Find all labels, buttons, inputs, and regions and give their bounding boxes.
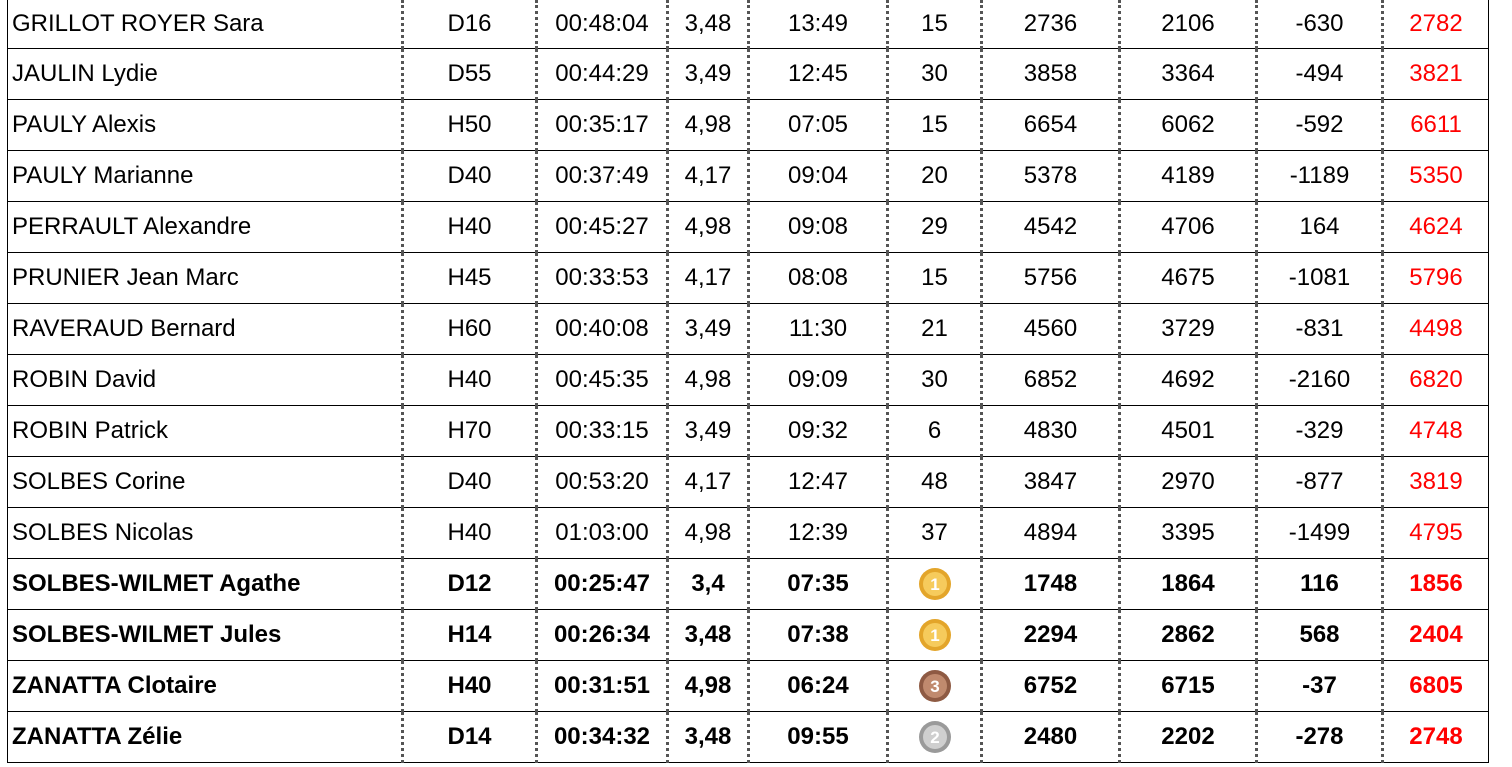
time-cell: 00:33:53 (537, 253, 668, 304)
category-cell: D55 (403, 49, 537, 100)
place-cell: 29 (888, 202, 982, 253)
points-race-cell: 2202 (1120, 712, 1257, 763)
pace-cell: 09:32 (749, 406, 888, 457)
points-race-cell: 2106 (1120, 0, 1257, 49)
points-race-cell: 6715 (1120, 661, 1257, 712)
new-score-cell: 5796 (1383, 253, 1489, 304)
time-cell: 00:26:34 (537, 610, 668, 661)
time-cell: 00:45:27 (537, 202, 668, 253)
time-cell: 00:33:15 (537, 406, 668, 457)
distance-cell: 4,98 (668, 202, 749, 253)
table-row (8, 304, 1489, 355)
points-diff-cell: -329 (1257, 406, 1383, 457)
category-cell: H40 (403, 508, 537, 559)
distance-cell: 3,48 (668, 610, 749, 661)
points-diff-cell: -278 (1257, 712, 1383, 763)
runner-name-cell: SOLBES-WILMET Jules (8, 610, 403, 661)
category-cell: D14 (403, 712, 537, 763)
category-cell: H60 (403, 304, 537, 355)
runner-name-cell: SOLBES Corine (8, 457, 403, 508)
points-race-cell: 3364 (1120, 49, 1257, 100)
points-diff-cell: -592 (1257, 100, 1383, 151)
runner-name-cell: RAVERAUD Bernard (8, 304, 403, 355)
new-score-cell: 4624 (1383, 202, 1489, 253)
new-score-cell: 6820 (1383, 355, 1489, 406)
points-race-cell: 4692 (1120, 355, 1257, 406)
time-cell: 00:45:35 (537, 355, 668, 406)
results-table (7, 0, 1489, 763)
points-before-cell: 3858 (982, 49, 1120, 100)
place-cell (888, 610, 982, 661)
runner-name-cell: PERRAULT Alexandre (8, 202, 403, 253)
place-cell (888, 661, 982, 712)
bronze-medal-icon (918, 669, 952, 703)
category-cell: H50 (403, 100, 537, 151)
time-cell: 00:53:20 (537, 457, 668, 508)
runner-name-cell: PRUNIER Jean Marc (8, 253, 403, 304)
points-before-cell: 2294 (982, 610, 1120, 661)
table-row (8, 253, 1489, 304)
points-diff-cell: 164 (1257, 202, 1383, 253)
new-score-cell: 4795 (1383, 508, 1489, 559)
distance-cell: 3,49 (668, 49, 749, 100)
pace-cell: 11:30 (749, 304, 888, 355)
runner-name-cell: ZANATTA Zélie (8, 712, 403, 763)
new-score-cell: 4498 (1383, 304, 1489, 355)
place-cell: 15 (888, 100, 982, 151)
points-diff-cell: -2160 (1257, 355, 1383, 406)
place-cell: 21 (888, 304, 982, 355)
category-cell: H45 (403, 253, 537, 304)
points-before-cell: 4830 (982, 406, 1120, 457)
svg-text:1: 1 (929, 575, 940, 594)
place-cell: 30 (888, 355, 982, 406)
place-cell: 48 (888, 457, 982, 508)
new-score-cell: 3821 (1383, 49, 1489, 100)
category-cell: D40 (403, 151, 537, 202)
new-score-cell: 5350 (1383, 151, 1489, 202)
pace-cell: 12:45 (749, 49, 888, 100)
category-cell: D40 (403, 457, 537, 508)
new-score-cell: 2748 (1383, 712, 1489, 763)
table-row (8, 508, 1489, 559)
points-before-cell: 2480 (982, 712, 1120, 763)
points-diff-cell: -831 (1257, 304, 1383, 355)
points-race-cell: 2862 (1120, 610, 1257, 661)
table-row (8, 100, 1489, 151)
table-row (8, 457, 1489, 508)
runner-name-cell: ZANATTA Clotaire (8, 661, 403, 712)
gold-medal-icon (918, 618, 952, 652)
time-cell: 00:31:51 (537, 661, 668, 712)
pace-cell: 09:09 (749, 355, 888, 406)
table-row (8, 406, 1489, 457)
place-cell: 15 (888, 0, 982, 49)
results-table-body (8, 0, 1489, 763)
points-race-cell: 3729 (1120, 304, 1257, 355)
table-row (8, 49, 1489, 100)
points-diff-cell: -1189 (1257, 151, 1383, 202)
pace-cell: 12:39 (749, 508, 888, 559)
table-row (8, 559, 1489, 610)
category-cell: D12 (403, 559, 537, 610)
points-diff-cell: -630 (1257, 0, 1383, 49)
new-score-cell: 6611 (1383, 100, 1489, 151)
pace-cell: 07:38 (749, 610, 888, 661)
points-diff-cell: 568 (1257, 610, 1383, 661)
runner-name-cell: ROBIN Patrick (8, 406, 403, 457)
category-cell: H70 (403, 406, 537, 457)
runner-name-cell: SOLBES-WILMET Agathe (8, 559, 403, 610)
runner-name-cell: SOLBES Nicolas (8, 508, 403, 559)
points-race-cell: 4675 (1120, 253, 1257, 304)
distance-cell: 3,49 (668, 304, 749, 355)
time-cell: 00:37:49 (537, 151, 668, 202)
table-row (8, 661, 1489, 712)
distance-cell: 3,48 (668, 0, 749, 49)
category-cell: H14 (403, 610, 537, 661)
svg-text:1: 1 (929, 626, 940, 645)
runner-name-cell: PAULY Marianne (8, 151, 403, 202)
table-row (8, 712, 1489, 763)
points-before-cell: 4894 (982, 508, 1120, 559)
place-cell: 6 (888, 406, 982, 457)
time-cell: 01:03:00 (537, 508, 668, 559)
distance-cell: 3,4 (668, 559, 749, 610)
points-before-cell: 4560 (982, 304, 1120, 355)
table-row (8, 355, 1489, 406)
distance-cell: 4,17 (668, 151, 749, 202)
time-cell: 00:48:04 (537, 0, 668, 49)
distance-cell: 3,48 (668, 712, 749, 763)
new-score-cell: 3819 (1383, 457, 1489, 508)
pace-cell: 09:55 (749, 712, 888, 763)
points-diff-cell: -37 (1257, 661, 1383, 712)
new-score-cell: 6805 (1383, 661, 1489, 712)
points-before-cell: 3847 (982, 457, 1120, 508)
gold-medal-icon (918, 567, 952, 601)
table-row (8, 0, 1489, 49)
pace-cell: 08:08 (749, 253, 888, 304)
table-row (8, 151, 1489, 202)
points-diff-cell: -494 (1257, 49, 1383, 100)
points-diff-cell: 116 (1257, 559, 1383, 610)
distance-cell: 4,17 (668, 457, 749, 508)
points-race-cell: 2970 (1120, 457, 1257, 508)
place-cell: 20 (888, 151, 982, 202)
place-cell (888, 712, 982, 763)
distance-cell: 4,98 (668, 661, 749, 712)
distance-cell: 4,17 (668, 253, 749, 304)
points-race-cell: 4501 (1120, 406, 1257, 457)
new-score-cell: 1856 (1383, 559, 1489, 610)
category-cell: H40 (403, 661, 537, 712)
pace-cell: 13:49 (749, 0, 888, 49)
distance-cell: 3,49 (668, 406, 749, 457)
points-before-cell: 6654 (982, 100, 1120, 151)
runner-name-cell: ROBIN David (8, 355, 403, 406)
new-score-cell: 2404 (1383, 610, 1489, 661)
runner-name-cell: PAULY Alexis (8, 100, 403, 151)
runner-name-cell: JAULIN Lydie (8, 49, 403, 100)
place-cell: 37 (888, 508, 982, 559)
points-race-cell: 1864 (1120, 559, 1257, 610)
silver-medal-icon (918, 720, 952, 754)
pace-cell: 06:24 (749, 661, 888, 712)
points-before-cell: 2736 (982, 0, 1120, 49)
distance-cell: 4,98 (668, 508, 749, 559)
time-cell: 00:40:08 (537, 304, 668, 355)
time-cell: 00:35:17 (537, 100, 668, 151)
category-cell: H40 (403, 355, 537, 406)
points-diff-cell: -1081 (1257, 253, 1383, 304)
points-before-cell: 6852 (982, 355, 1120, 406)
points-race-cell: 6062 (1120, 100, 1257, 151)
table-row (8, 202, 1489, 253)
points-before-cell: 6752 (982, 661, 1120, 712)
place-cell: 30 (888, 49, 982, 100)
pace-cell: 12:47 (749, 457, 888, 508)
pace-cell: 09:08 (749, 202, 888, 253)
points-race-cell: 4189 (1120, 151, 1257, 202)
category-cell: D16 (403, 0, 537, 49)
points-race-cell: 3395 (1120, 508, 1257, 559)
pace-cell: 07:05 (749, 100, 888, 151)
pace-cell: 07:35 (749, 559, 888, 610)
distance-cell: 4,98 (668, 100, 749, 151)
new-score-cell: 2782 (1383, 0, 1489, 49)
time-cell: 00:44:29 (537, 49, 668, 100)
distance-cell: 4,98 (668, 355, 749, 406)
points-before-cell: 5378 (982, 151, 1120, 202)
category-cell: H40 (403, 202, 537, 253)
new-score-cell: 4748 (1383, 406, 1489, 457)
points-before-cell: 5756 (982, 253, 1120, 304)
svg-text:2: 2 (929, 728, 940, 747)
pace-cell: 09:04 (749, 151, 888, 202)
points-before-cell: 1748 (982, 559, 1120, 610)
runner-name-cell: GRILLOT ROYER Sara (8, 0, 403, 49)
points-before-cell: 4542 (982, 202, 1120, 253)
time-cell: 00:25:47 (537, 559, 668, 610)
points-diff-cell: -877 (1257, 457, 1383, 508)
place-cell: 15 (888, 253, 982, 304)
svg-text:3: 3 (929, 677, 940, 696)
time-cell: 00:34:32 (537, 712, 668, 763)
table-row (8, 610, 1489, 661)
place-cell (888, 559, 982, 610)
points-diff-cell: -1499 (1257, 508, 1383, 559)
points-race-cell: 4706 (1120, 202, 1257, 253)
